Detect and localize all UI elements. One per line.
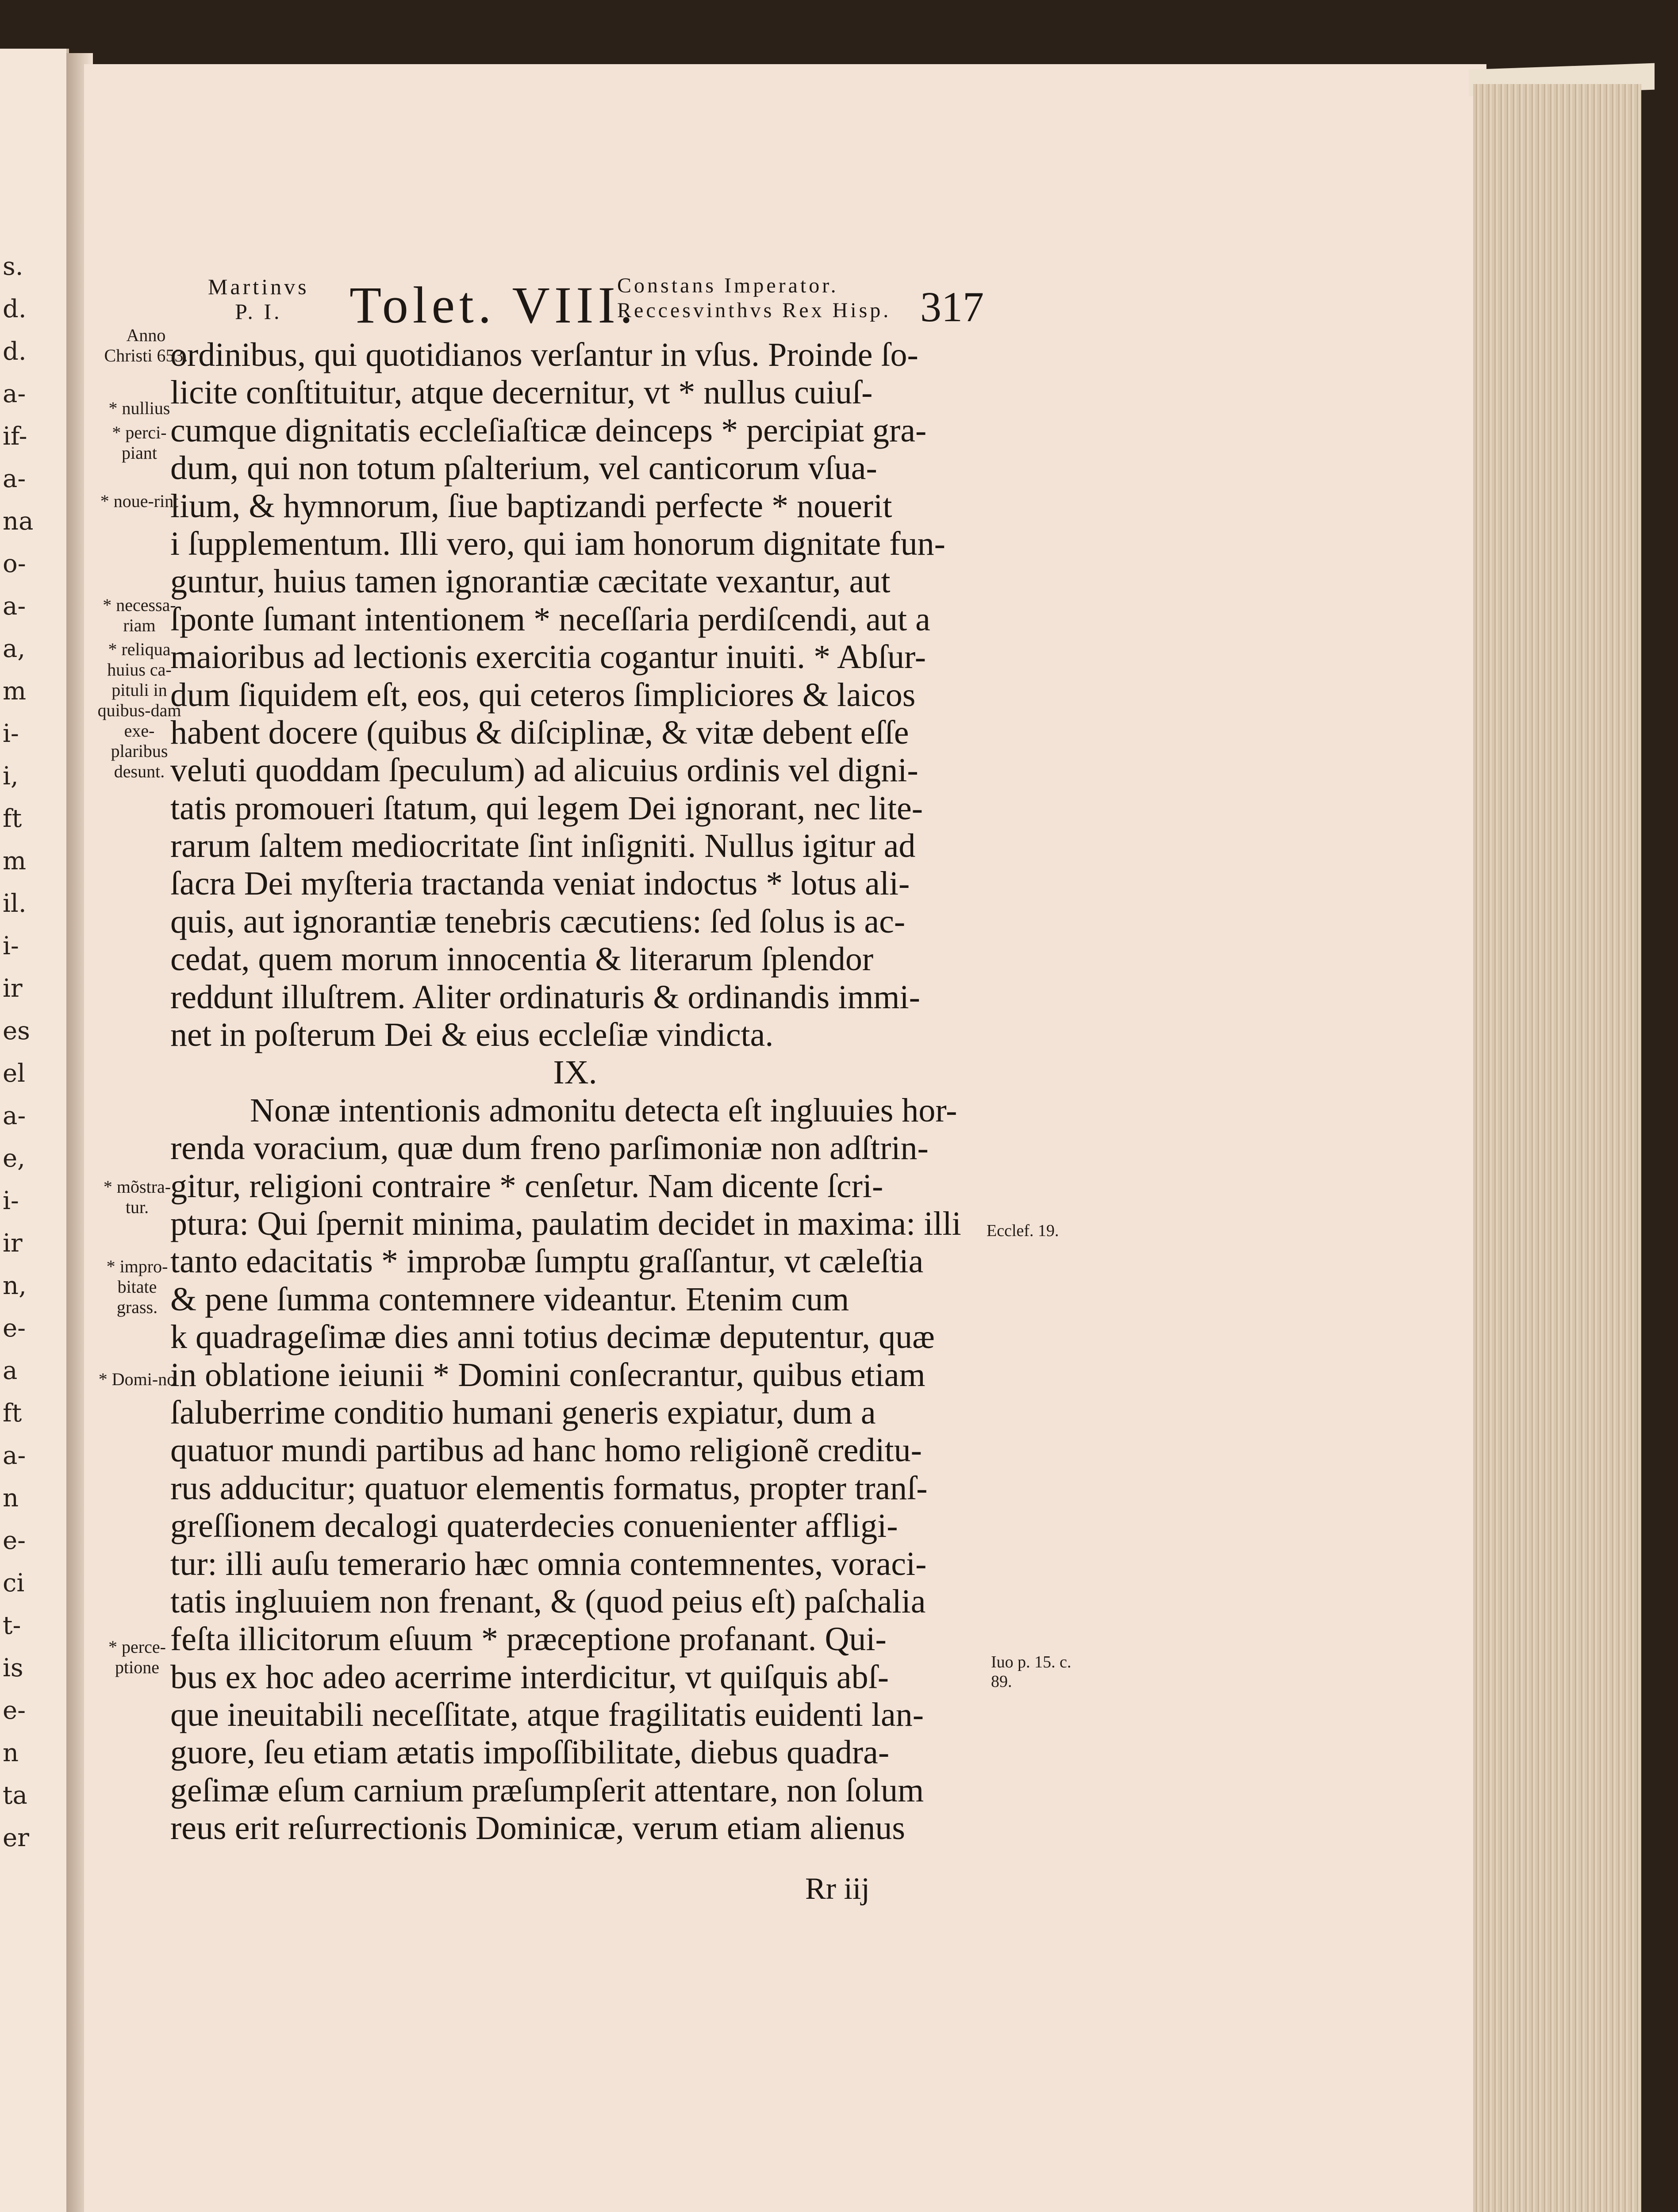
- facing-page-fragment: if-: [3, 422, 27, 451]
- body-text: [170, 336, 980, 1847]
- margin-note: * Domi-no: [98, 1369, 176, 1389]
- text-line: [170, 1356, 980, 1394]
- text-line: [170, 676, 980, 714]
- text-line-content: guore, ſeu etiam ætatis impoſſibilitate, diebus quadra-: [170, 1734, 890, 1771]
- text-line-content: tatis ingluuiem non frenant, & (quod peius eſt) paſchalia: [170, 1582, 926, 1620]
- facing-page-fragment: i-: [3, 719, 19, 748]
- text-line-content: habent docere (quibus & diſciplinæ, & vitæ debent eſſe: [170, 714, 909, 751]
- text-line: [170, 1092, 980, 1129]
- facing-page-fragment: e,: [3, 1144, 25, 1173]
- page-number: 317: [920, 283, 984, 330]
- facing-page-fragment: ir: [3, 974, 23, 1003]
- facing-page-fragment: d.: [3, 295, 27, 323]
- header-right: [617, 273, 891, 323]
- text-line: [170, 1318, 980, 1356]
- text-line: [170, 601, 980, 638]
- facing-page-fragment: a: [3, 1356, 18, 1385]
- text-line-content: greſſionem decalogi quaterdecies conuenienter affligi-: [170, 1507, 898, 1545]
- text-line: [170, 714, 980, 752]
- text-line-content: dum ſiquidem eſt, eos, qui ceteros ſimpliciores & laicos: [170, 676, 916, 714]
- margin-note: * perci-piant: [112, 422, 167, 463]
- text-line: [170, 1243, 980, 1280]
- facing-page-fragment: a-: [3, 1441, 26, 1470]
- margin-note: * reliqua huius ca-pituli in quibus-dam exe-plaribus desunt.: [97, 639, 181, 781]
- facing-page-fragment: i,: [3, 762, 19, 791]
- text-line-content: lium, & hymnorum, ſiue baptizandi perfecte * nouerit: [170, 487, 892, 525]
- text-line: [170, 941, 980, 978]
- facing-page-fragment: ci: [3, 1569, 25, 1598]
- text-line: [170, 1507, 980, 1545]
- text-line-content: cumque dignitatis eccleſiaſticæ deinceps * percipiat gra-: [170, 411, 927, 449]
- text-line-content: i ſupplementum. Illi vero, qui iam honorum dignitate fun-: [170, 525, 945, 562]
- text-line-content: quis, aut ignorantiæ tenebris cæcutiens: ſed ſolus is ac-: [170, 902, 906, 940]
- text-line: [170, 1621, 980, 1658]
- text-line-content: net in poſterum Dei & eius eccleſiæ vindicta.: [170, 1016, 774, 1054]
- margin-note-right: Iuo p. 15. c. 89.: [991, 1653, 1071, 1691]
- facing-page-fragment: n: [3, 1739, 19, 1767]
- text-line-content: gitur, religioni contraire * cenſetur. Nam dicente ſcri-: [170, 1167, 883, 1205]
- text-line-content: IX.: [553, 1054, 597, 1091]
- text-line-content: Nonæ intentionis admonitu detecta eſt ingluuies hor-: [250, 1091, 957, 1129]
- header-title: Tolet. VIII.: [349, 276, 637, 334]
- text-line: [170, 1394, 980, 1432]
- text-line-content: tatis promoueri ſtatum, qui legem Dei ignorant, nec lite-: [170, 789, 923, 827]
- margin-note: * impro-bitate grass.: [106, 1256, 168, 1317]
- facing-page-fragment: il.: [3, 889, 27, 918]
- header-left-line: Martinvs: [208, 274, 309, 299]
- header-right-line: Constans Imperator.: [617, 274, 839, 297]
- facing-page-fragment: d.: [3, 337, 27, 366]
- text-line-content: quatuor mundi partibus ad hanc homo religionẽ creditu-: [170, 1432, 922, 1469]
- text-line: [170, 336, 980, 374]
- facing-page-fragment: a-: [3, 1102, 26, 1130]
- facing-page-fragment: o-: [3, 549, 26, 578]
- text-line: [170, 1809, 980, 1847]
- facing-page-fragment: a-: [3, 380, 26, 408]
- text-line: [170, 1659, 980, 1696]
- text-line-content: veluti quoddam ſpeculum) ad alicuius ordinis vel digni-: [170, 752, 918, 789]
- text-line-content: dum, qui non totum pſalterium, vel canticorum vſua-: [170, 449, 877, 487]
- text-line-content: reus erit reſurrectionis Dominicæ, verum etiam alienus: [170, 1809, 905, 1847]
- text-line: [170, 1772, 980, 1809]
- text-line-content: cedat, quem morum innocentia & literarum ſplendor: [170, 941, 874, 978]
- book-fore-edge: [1473, 84, 1641, 2212]
- running-header: [204, 265, 1013, 336]
- text-line: [170, 1281, 980, 1318]
- text-line-content: k quadrageſimæ dies anni totius decimæ deputentur, quæ: [170, 1318, 935, 1356]
- facing-page-fragment: e-: [3, 1526, 26, 1555]
- margin-note: * nullius: [108, 398, 170, 418]
- facing-page-fragment: m: [3, 847, 27, 876]
- text-line: [170, 865, 980, 902]
- text-line-content: ordinibus, qui quotidianos verſantur in vſus. Proinde ſo-: [170, 336, 918, 373]
- facing-page-fragment: s.: [3, 252, 23, 281]
- text-line: [170, 1470, 980, 1507]
- facing-page-fragment: n,: [3, 1271, 27, 1300]
- text-line: [170, 752, 980, 789]
- text-line: [170, 449, 980, 487]
- margin-note-right: Ecclef. 19.: [987, 1221, 1059, 1240]
- text-line: [170, 790, 980, 827]
- signature-catchword: Rr iij: [805, 1872, 870, 1906]
- margin-note: Anno Christi 653.: [104, 325, 188, 365]
- text-line-content: geſimæ eſum carnium præſumpſerit attentare, non ſolum: [170, 1771, 924, 1809]
- text-line: [170, 903, 980, 941]
- header-right-line: Reccesvinthvs Rex Hisp.: [617, 299, 891, 322]
- text-line: [170, 1167, 980, 1205]
- margin-note: * necessa-riam: [103, 595, 176, 635]
- facing-page-fragment: ta: [3, 1781, 27, 1810]
- facing-page-fragment: i-: [3, 1187, 19, 1215]
- facing-page-fragment: e-: [3, 1696, 26, 1725]
- text-line: [170, 1545, 980, 1583]
- facing-page-fragment: ft: [3, 1399, 22, 1428]
- text-line-content: reddunt illuſtrem. Aliter ordinaturis & ordinandis immi-: [170, 978, 920, 1016]
- facing-page-edge: [0, 49, 69, 2212]
- text-line-content: maioribus ad lectionis exercitia cogantur inuiti. * Abſur-: [170, 638, 926, 676]
- facing-page-fragment: er: [3, 1824, 29, 1852]
- text-line: [170, 1696, 980, 1734]
- text-line-content: ſaluberrime conditio humani generis expiatur, dum a: [170, 1394, 876, 1431]
- text-line: [170, 1734, 980, 1771]
- text-line-content: ſacra Dei myſteria tractanda veniat indoctus * lotus ali-: [170, 865, 910, 902]
- text-line-content: tanto edacitatis * improbæ ſumptu graſſantur, vt cæleſtia: [170, 1243, 924, 1280]
- text-line-content: rarum ſaltem mediocritate ſint inſigniti. Nullus igitur ad: [170, 827, 916, 865]
- facing-page-fragment: t-: [3, 1611, 21, 1640]
- text-line: [170, 525, 980, 563]
- facing-page-fragment: a-: [3, 592, 26, 621]
- facing-page-fragment: a-: [3, 465, 26, 493]
- text-line-content: renda voracium, quæ dum freno parſimoniæ non adſtrin-: [170, 1129, 929, 1167]
- facing-page-fragment: is: [3, 1654, 23, 1682]
- text-line: [170, 488, 980, 525]
- text-line-content: rus adducitur; quatuor elementis formatus, propter tranſ-: [170, 1469, 928, 1507]
- facing-page-fragment: el: [3, 1059, 26, 1088]
- text-line: [170, 979, 980, 1016]
- facing-page-fragment: m: [3, 677, 27, 706]
- text-line-content: in oblatione ieiunii * Domini conſecrantur, quibus etiam: [170, 1356, 925, 1394]
- facing-page-fragment: ft: [3, 804, 22, 833]
- text-line: [170, 827, 980, 865]
- text-line-content: feſta illicitorum eſuum * præceptione profanant. Qui-: [170, 1621, 887, 1658]
- text-line-content: bus ex hoc adeo acerrime interdicitur, vt quiſquis abſ-: [170, 1658, 889, 1696]
- text-line: [170, 1583, 980, 1621]
- margin-note: * perce-ptione: [108, 1637, 166, 1677]
- text-line-content: que ineuitabili neceſſitate, atque fragilitatis euidenti lan-: [170, 1696, 924, 1734]
- header-left-line: P. I.: [235, 299, 282, 324]
- facing-page-fragment: na: [3, 507, 34, 536]
- text-line: [170, 412, 980, 449]
- text-line: [170, 374, 980, 411]
- text-line-content: & pene ſumma contemnere videantur. Etenim cum: [170, 1280, 849, 1318]
- facing-page-fragment: ir: [3, 1229, 23, 1258]
- section-heading: [170, 1054, 980, 1091]
- margin-note: * mõstra-tur.: [103, 1177, 171, 1217]
- text-line: [170, 1205, 980, 1243]
- text-line-content: guntur, huius tamen ignorantiæ cæcitate vexantur, aut: [170, 563, 891, 600]
- text-line: [170, 1129, 980, 1167]
- text-line-content: licite conſtituitur, atque decernitur, vt * nullus cuiuſ-: [170, 374, 873, 411]
- text-line: [170, 1016, 980, 1054]
- text-line-content: ſponte ſumant intentionem * neceſſaria perdiſcendi, aut a: [170, 600, 930, 638]
- margin-note: * noue-rint: [100, 491, 179, 511]
- facing-page-fragment: i-: [3, 932, 19, 960]
- text-line: [170, 563, 980, 600]
- facing-page-fragment: n: [3, 1484, 19, 1513]
- facing-page-fragment: e-: [3, 1314, 26, 1343]
- text-line-content: ptura: Qui ſpernit minima, paulatim decidet in maxima: illi: [170, 1205, 961, 1242]
- facing-page-fragment: es: [3, 1017, 30, 1045]
- text-line-content: tur: illi auſu temerario hæc omnia contemnentes, voraci-: [170, 1545, 927, 1582]
- facing-page-fragment: a,: [3, 634, 26, 663]
- text-line: [170, 1432, 980, 1469]
- header-left: [208, 274, 309, 324]
- text-line: [170, 638, 980, 676]
